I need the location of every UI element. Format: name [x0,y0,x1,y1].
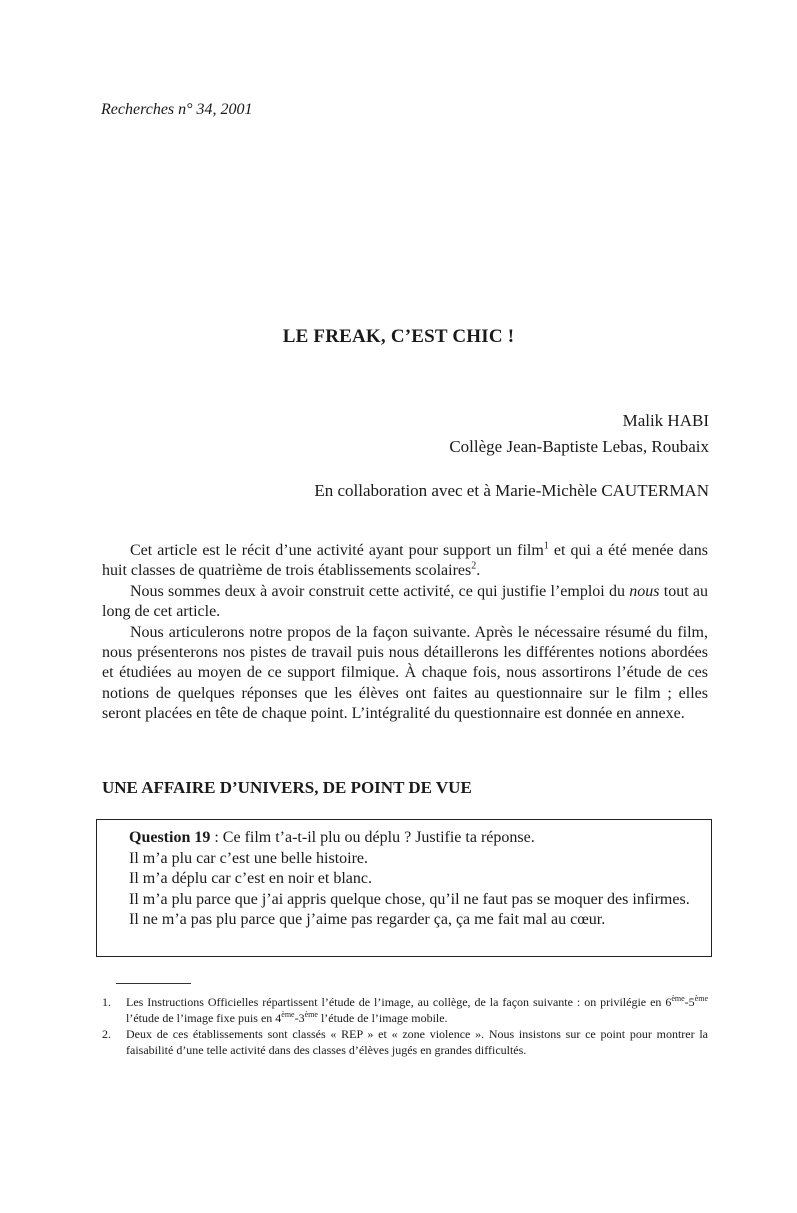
footnote-text: -3 [294,1010,305,1025]
emphasis-nous: nous [629,582,660,600]
question-text: : Ce film t’a-t-il plu ou déplu ? Justifie ta réponse. [210,829,535,846]
footnote-superscript: ème [304,1009,318,1019]
footnote-ref-1: 1 [543,540,549,552]
question-label: Question 19 [129,829,211,846]
footnote-superscript: ème [671,994,685,1003]
footnote-text: l’étude de l’image fixe puis en 4 [126,1010,282,1025]
question-box [96,819,712,957]
footnote-2 [102,1027,708,1058]
collaboration-note: En collaboration avec et à Marie-Michèle CAUTERMAN [314,481,709,500]
paragraph-authors-text-a: Nous sommes deux à avoir construit cette activité, ce qui justifie l’emploi du [130,582,630,600]
student-answer: Il ne m’a pas plu parce que j’aime pas regarder ça, ça me fait mal au cœur. [129,911,606,928]
footnote-ref-2: 2 [471,561,477,573]
paragraph-intro-text-b: et qui a été menée dans huit classes de quatrième de trois établissements scolaires [102,542,708,580]
paragraph-authors-text-b: tout au long de cet article. [102,582,708,621]
section-heading: UNE AFFAIRE D’UNIVERS, DE POINT DE VUE [102,778,472,797]
author-affiliation: Collège Jean-Baptiste Lebas, Roubaix [449,437,709,456]
footnote-number: 1. [102,995,111,1009]
footnote-number: 2. [102,1027,111,1042]
paragraph-intro-text-c: . [476,562,481,580]
student-answer: Il m’a déplu car c’est en noir et blanc. [129,870,372,887]
author-name: Malik HABI [622,411,709,430]
running-head: Recherches n° 34, 2001 [101,101,253,118]
footnote-text: Deux de ces établissements sont classés « REP » et « zone violence ». Nous insistons sur ce point pour montrer la faisabilité d’une telle activité dans des classes d’élèves jugés en grandes difficultés. [126,1027,708,1057]
student-answer: Il m’a plu car c’est une belle histoire. [129,849,369,867]
student-answer: Il m’a plu parce que j’ai appris quelque chose, qu’il ne faut pas se moquer des infirmes. [129,890,690,908]
paragraph-plan: Nous articulerons notre propos de la façon suivante. Après le nécessaire résumé du film, nous présenterons nos pistes de travail puis nous détaillerons les différentes notions abordées et étudiées au moyen de ce support filmique. À chaque fois, nous assortirons l’étude de ces notions de quelques réponses que les élèves ont faites au questionnaire sur le film ; elles seront placées en tête de chaque point. L’intégralité du questionnaire est donnée en annexe. [102,623,708,723]
paragraph-authors [102,582,708,623]
paragraph-intro [102,541,708,582]
question-line [129,828,701,849]
footnote-text: Les Instructions Officielles répartissent l’étude de l’image, au collège, de la façon suivante : on privilégie en 6 [126,995,672,1009]
footnote-superscript: ème [694,994,708,1003]
article-title: LE FREAK, C’EST CHIC ! [282,326,515,347]
footnote-text: -5 [684,995,695,1009]
footnotes [102,995,708,1059]
footnote-superscript: ème [281,1009,295,1019]
footnote-1 [102,995,708,1026]
footnote-separator [116,983,191,984]
footnote-text: l’étude de l’image mobile. [317,1010,448,1025]
paragraph-intro-text-a: Cet article est le récit d’une activité ayant pour support un film [130,542,544,559]
article-body [102,541,708,725]
